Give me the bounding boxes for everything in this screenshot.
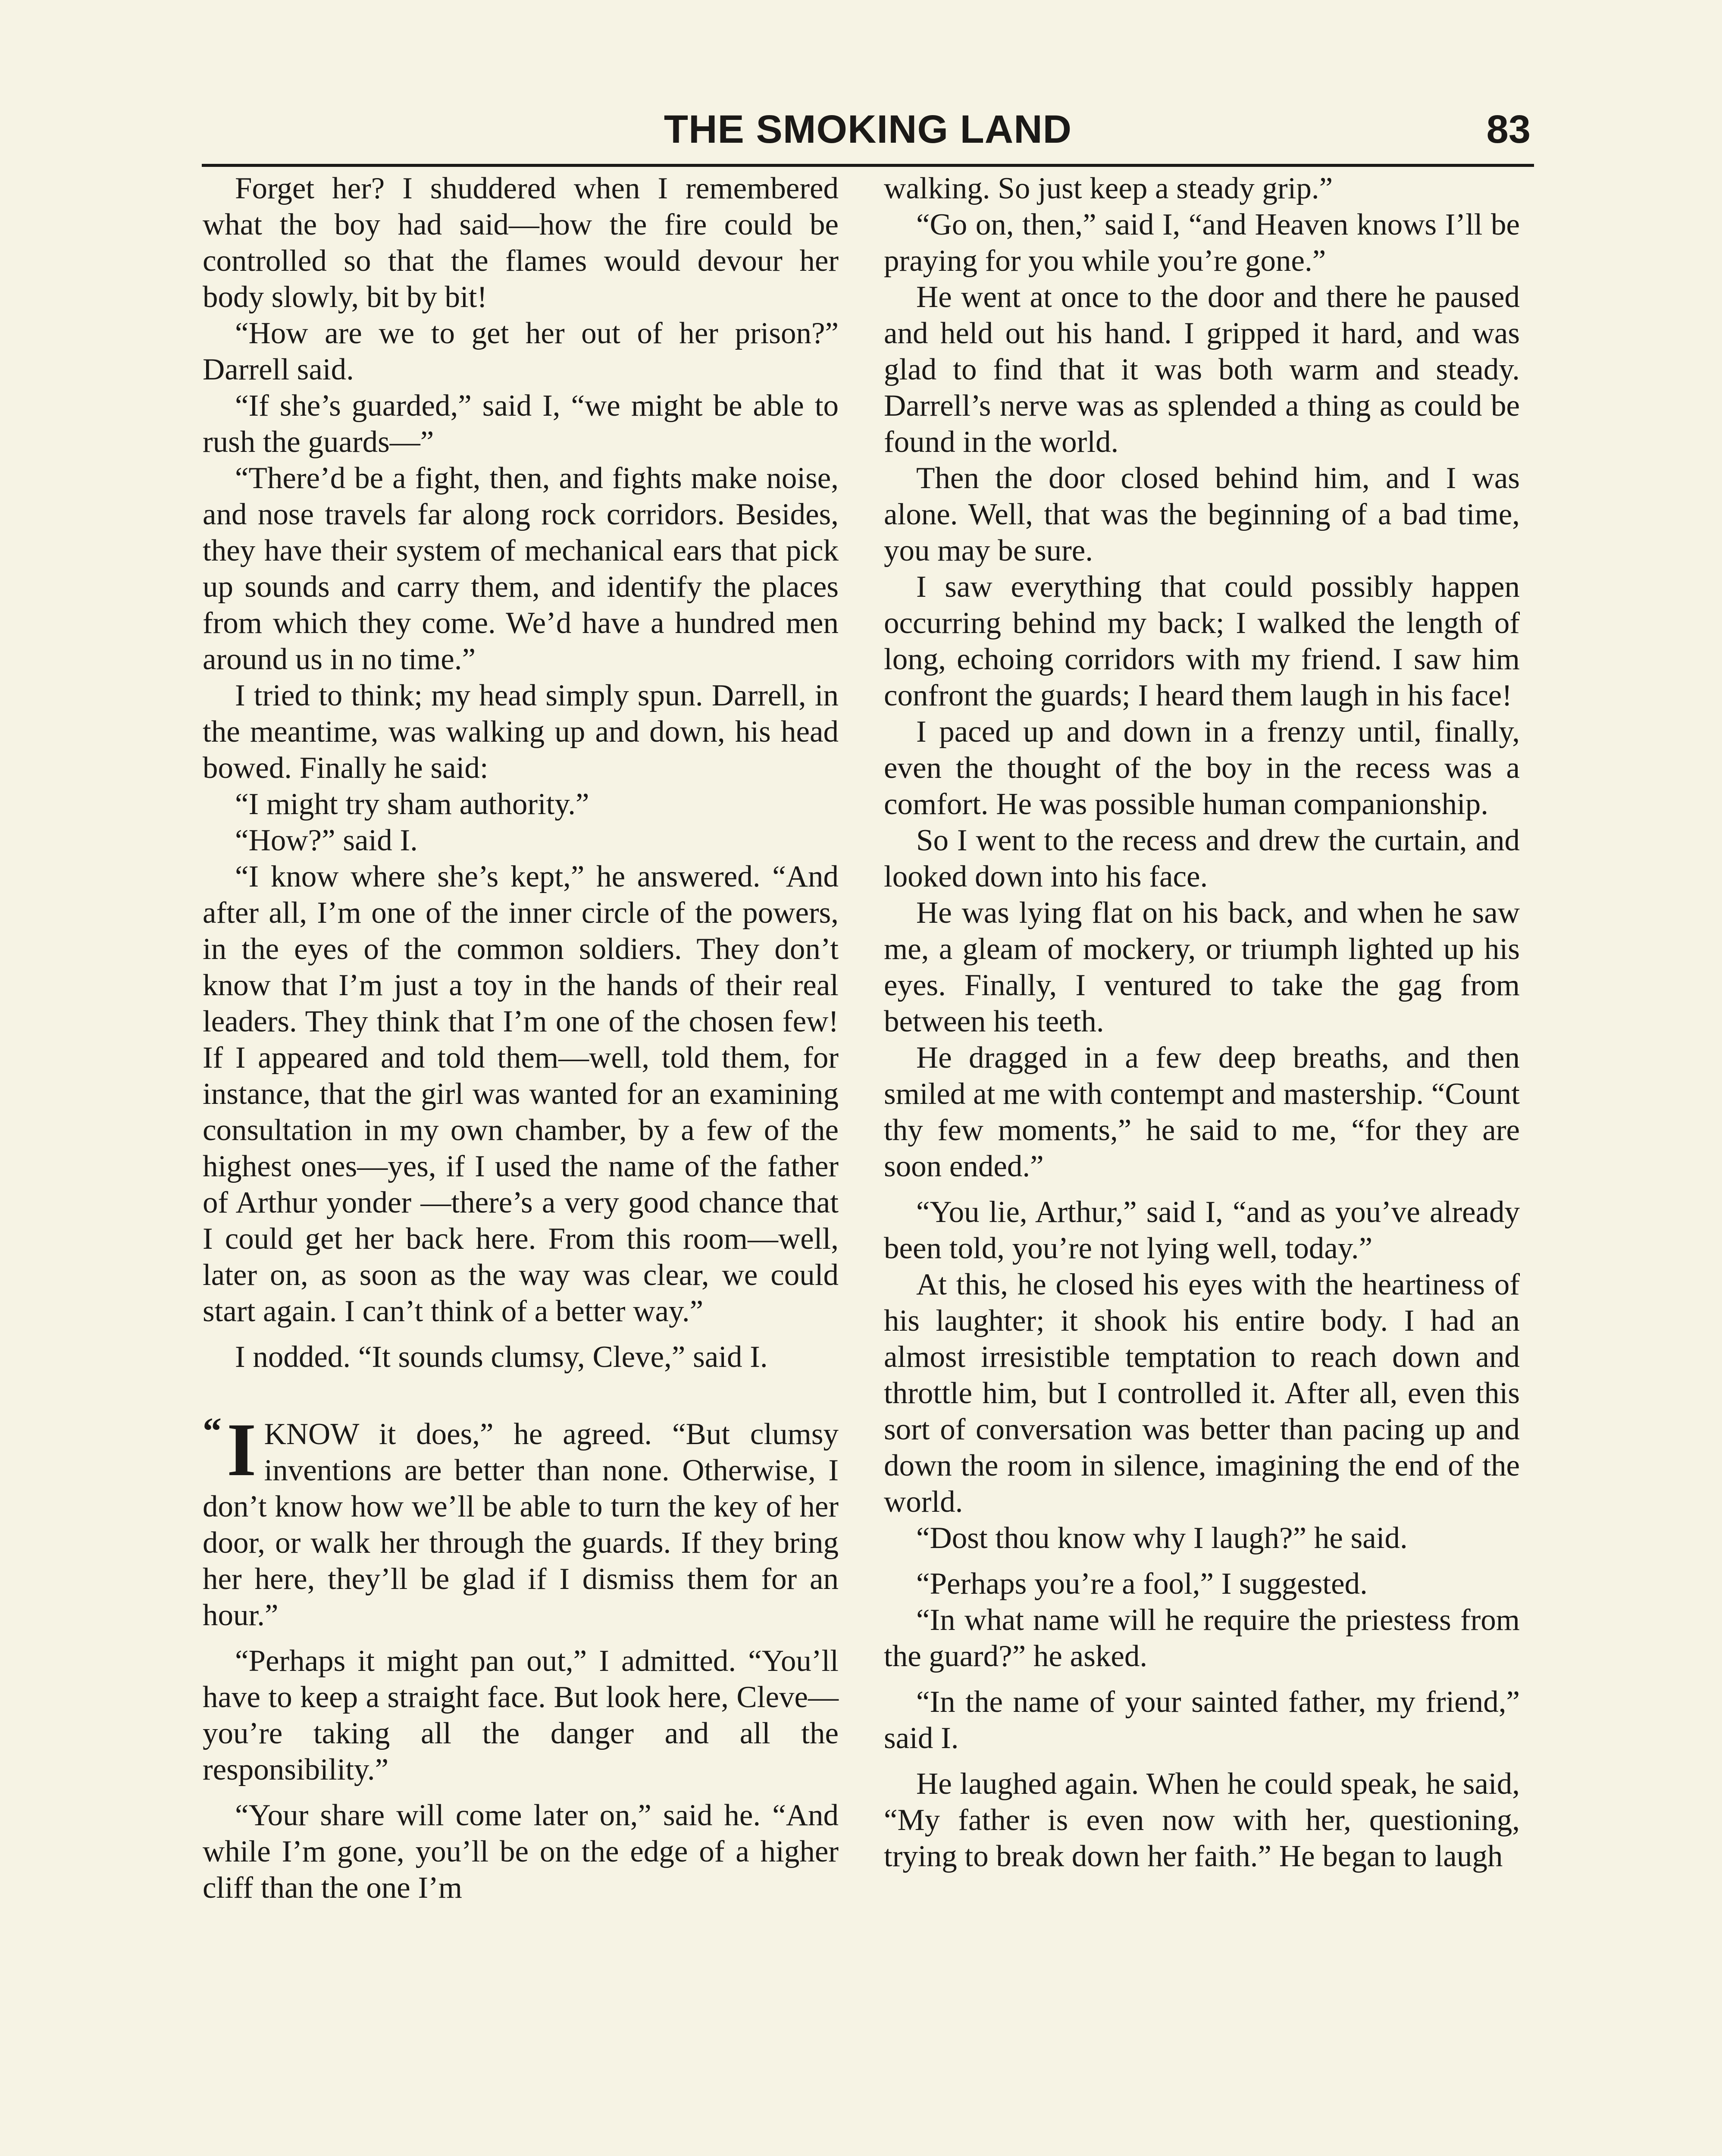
paragraph: “Perhaps it might pan out,” I admitted. “You’ll have to keep a straight face. But look here, Cleve—you’re taking all the danger and all the responsibility.” <box>203 1644 839 1786</box>
paragraph: “If she’s guarded,” said I, “we might be able to rush the guards—” <box>203 389 839 459</box>
paragraph: “I know where she’s kept,” he answered. “And after all, I’m one of the inner circle of the powers, in the eyes of the common soldiers. They don’t know that I’m just a toy in the hands of their real leaders. They think that I’m one of the chosen few! If I appeared and told them—well, told them, for instance, that the girl was wanted for an examining consultation in my own chamber, by a few of the highest ones—yes, if I used the name of the father of Arthur yonder —there’s a very good chance that I could get her back here. From this room—well, later on, as soon as the way was clear, we could start again. I can’t think of a better way.” <box>203 860 839 1328</box>
running-header <box>202 103 1534 167</box>
paragraph: So I went to the recess and drew the curtain, and looked down into his face. <box>884 824 1520 893</box>
paragraph: KNOW it does,” he agreed. “But clumsy inventions are better than none. Otherwise, I don’t know how we’ll be able to turn the key of her door, or walk her through the guards. If they bring her here, they’ll be glad if I dismiss them for an hour.” <box>203 1417 839 1632</box>
paragraph: He went at once to the door and there he paused and held out his hand. I gripped it hard, and was glad to find that it was both warm and steady. Darrell’s nerve was as splended a thing as could be found in the world. <box>884 280 1520 459</box>
paragraph: “There’d be a fight, then, and fights make noise, and nose travels far along rock corridors. Besides, they have their system of mechanical ears that pick up sounds and carry them, and identify the places from which they come. We’d have a hundred men around us in no time.” <box>203 461 839 676</box>
paragraph: “Dost thou know why I laugh?” he said. <box>916 1521 1408 1555</box>
paragraph: “Your share will come later on,” said he. “And while I’m gone, you’ll be on the edge of a higher cliff than the one I’m <box>203 1799 839 1905</box>
section-opening <box>203 1408 839 1633</box>
paragraph: “In the name of your sainted father, my friend,” said I. <box>884 1685 1520 1755</box>
paragraph: “I might try sham authority.” <box>235 787 589 821</box>
paragraph: I nodded. “It sounds clumsy, Cleve,” said I. <box>235 1340 768 1374</box>
paragraph: He dragged in a few deep breaths, and then smiled at me with contempt and mastership. “Count thy few moments,” he said to me, “for they are soon ended.” <box>884 1041 1520 1183</box>
paragraph: Then the door closed behind him, and I was alone. Well, that was the beginning of a bad time, you may be sure. <box>884 461 1520 567</box>
paragraph: At this, he closed his eyes with the heartiness of his laughter; it shook his entire body. I had an almost irresistible temptation to reach down and throttle him, but I controlled it. After all, even this sort of conversation was better than pacing up and down the room in silence, imagining the end of the world. <box>884 1268 1520 1519</box>
page-number: 83 <box>1486 107 1531 151</box>
left-column <box>203 170 839 1906</box>
running-title: THE SMOKING LAND <box>664 107 1072 151</box>
paragraph: I tried to think; my head simply spun. Darrell, in the meantime, was walking up and down, his head bowed. Finally he said: <box>203 679 839 785</box>
paragraph: I paced up and down in a frenzy until, finally, even the thought of the boy in the recess was a comfort. He was possible human companionship. <box>884 715 1520 821</box>
paragraph: walking. So just keep a steady grip.” <box>884 172 1333 205</box>
right-column <box>884 170 1520 1874</box>
drop-cap: I <box>227 1408 257 1492</box>
paragraph: “You lie, Arthur,” said I, “and as you’ve already been told, you’re not lying well, today.” <box>884 1195 1520 1265</box>
paragraph: “In what name will he require the priestess from the guard?” he asked. <box>884 1603 1520 1673</box>
paragraph: He was lying flat on his back, and when he saw me, a gleam of mockery, or triumph lighted up his eyes. Finally, I ventured to take the gag from between his teeth. <box>884 896 1520 1038</box>
paragraph: “How are we to get her out of her prison?” Darrell said. <box>203 317 839 386</box>
paragraph: I saw everything that could possibly happen occurring behind my back; I walked the length of long, echoing corridors with my friend. I saw him confront the guards; I heard them laugh in his face! <box>884 570 1520 712</box>
paragraph: “How?” said I. <box>235 824 418 857</box>
drop-quote-mark: “ <box>203 1410 222 1452</box>
paragraph: Forget her? I shuddered when I remembered what the boy had said—how the fire could be controlled so that the flames would devour her body slowly, bit by bit! <box>203 172 839 314</box>
paragraph: He laughed again. When he could speak, he said, “My father is even now with her, questioning, trying to break down her faith.” He began to laugh <box>884 1767 1520 1873</box>
paragraph: “Go on, then,” said I, “and Heaven knows I’ll be praying for you while you’re gone.” <box>884 208 1520 278</box>
paragraph: “Perhaps you’re a fool,” I suggested. <box>916 1567 1368 1601</box>
